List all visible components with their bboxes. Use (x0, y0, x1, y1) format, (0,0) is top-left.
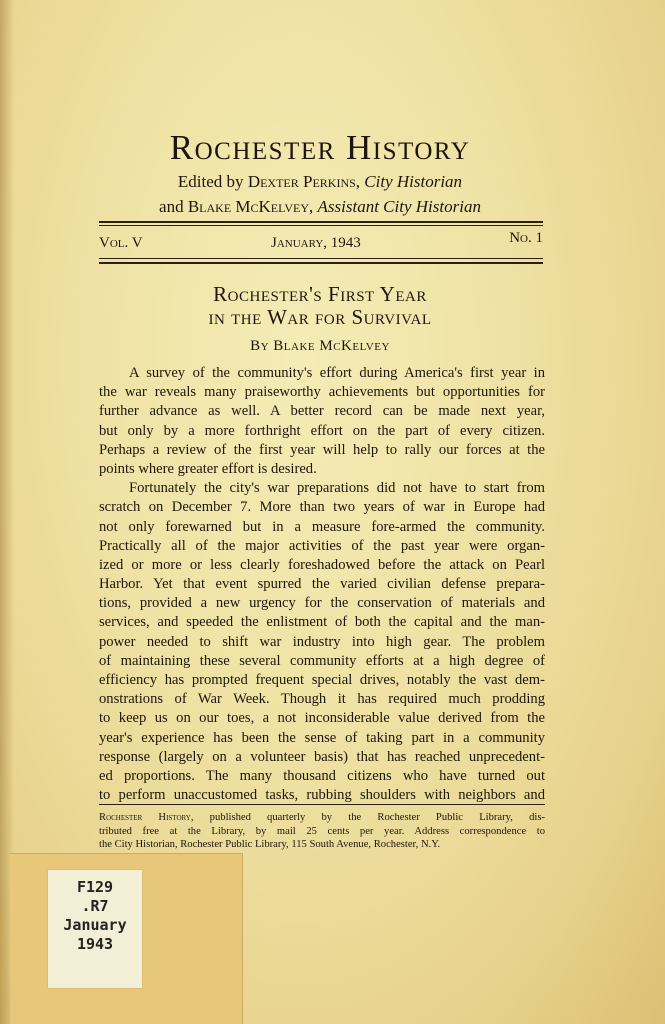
editor-name: Blake McKelvey (187, 197, 310, 216)
masthead-title: Rochester History (169, 128, 471, 167)
publication-footnote (99, 811, 545, 852)
footnote-line-2: tributed free at the Library, by mail 25 cents per year. Address correspondence to (99, 825, 545, 837)
call-number-line: .R7 (81, 897, 109, 915)
body-line: ed proportions. The many thousand citizens who have turned out (99, 767, 545, 784)
body-line: Harbor. Yet that event spurred the varied civilian defense prepara- (99, 576, 545, 593)
issue-number: No. 1 (509, 230, 543, 246)
masthead-rule-top (99, 221, 543, 223)
body-line: Fortunately the city's war preparations did not have to start from (129, 480, 545, 497)
footnote-line-1-text: , published quarterly by the Rochester Public Library, dis- (190, 812, 545, 823)
issue-info-row (99, 230, 543, 254)
footnote-line-3: the City Historian, Rochester Public Library, 115 South Avenue, Rochester, N.Y. (99, 839, 441, 851)
masthead-rule-top-thin (99, 225, 543, 226)
editor-line-1 (0, 172, 640, 192)
footnote-rule (99, 804, 545, 805)
body-line: not only forewarned but in a measure fore-armed the community. (99, 518, 545, 535)
body-line: to perform unaccustomed tasks, rubbing shoulders with neighbors and (99, 787, 545, 804)
body-line: to keep us on our toes, a not inconsiderable value derived from the (99, 710, 545, 727)
body-line: services, and speeded the enlistment of both the capital and the man- (99, 614, 545, 631)
editor-separator: , (355, 172, 365, 191)
call-number-line: F129 (76, 878, 114, 896)
call-number-label (48, 870, 142, 988)
body-line: Perhaps a review of the first year will help to rally our forces at the (99, 441, 545, 458)
body-line: but only by a more forthright effort on the part of every citizen. (99, 422, 545, 439)
body-line: A survey of the community's effort during America's first year in (129, 365, 545, 381)
article-byline: By Blake McKelvey (250, 338, 390, 354)
volume-label: Vol. V (99, 235, 143, 251)
body-line: efficiency has prompted frequent special drives, notably the vast dem- (99, 672, 545, 688)
body-line: points where greater effort is desired. (99, 460, 317, 477)
issue-date: January, 1943 (271, 235, 361, 251)
body-line: of maintaining these several community efforts at a high degree of (99, 652, 545, 669)
body-line: ized or more or less clearly foreshadowed before the attack on Pearl (99, 556, 545, 573)
editor-separator: , (309, 197, 318, 216)
article-title-line-2: in the War for Survival (208, 305, 432, 329)
body-line: year's experience has been the sense of taking part in a community (99, 729, 545, 746)
editor-role: Assistant City Historian (317, 197, 481, 216)
call-number-line: January (63, 916, 127, 934)
issue-rule-thin (99, 258, 543, 259)
body-line: response (largely on a volunteer basis) that has reached unprecedent- (99, 748, 545, 765)
body-line: power needed to shift war industry into high gear. The problem (99, 633, 545, 650)
editor-line-2 (0, 197, 640, 217)
body-line: the war reveals many praiseworthy achievements but opportunities for (99, 384, 545, 401)
editor-name: Dexter Perkins (247, 172, 356, 191)
body-line: further advance as well. A better record can be made next year, (99, 403, 545, 420)
issue-rule-bottom (99, 262, 543, 264)
body-line: Practically all of the major activities of the past year were organ- (99, 537, 545, 554)
call-number-line: 1943 (76, 935, 114, 953)
footnote-line-1 (99, 811, 545, 825)
body-line: onstrations of War Week. Though it has required much prodding (99, 691, 545, 708)
body-line: tions, provided a new urgency for the conservation of materials and (99, 595, 545, 612)
body-line: scratch on December 7. More than two years of war in Europe had (99, 499, 545, 516)
article-body (99, 364, 545, 805)
editor-prefix: and (159, 197, 188, 216)
editor-role: City Historian (364, 172, 463, 191)
article-title-line-1: Rochester's First Year (213, 282, 427, 306)
footnote-title: Rochester History (99, 812, 191, 823)
editor-prefix: Edited by (177, 172, 248, 191)
